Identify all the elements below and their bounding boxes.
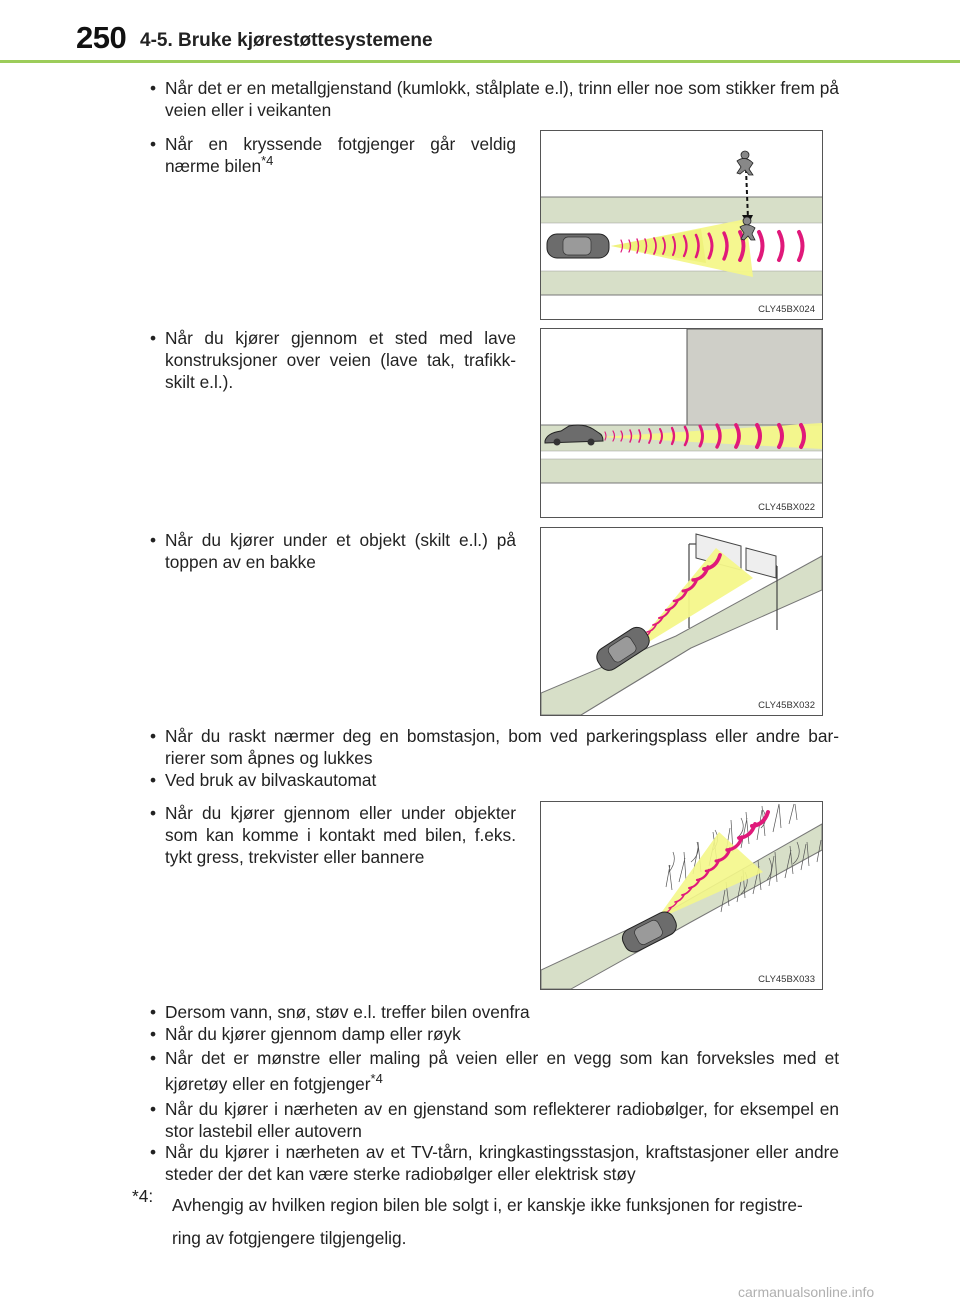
bullet-dot: • — [150, 1099, 157, 1119]
illustration-low-structure — [541, 329, 822, 517]
illustration-tall-grass — [541, 802, 822, 989]
bullet-dot: • — [150, 530, 157, 550]
bullet-text: Når du kjører gjennom damp eller røyk — [165, 1024, 461, 1044]
figure-tall-grass — [540, 801, 823, 990]
header-rule — [0, 60, 960, 63]
bullet-item — [150, 725, 839, 769]
bullet-dot: • — [150, 328, 157, 348]
bullet-dot: • — [150, 134, 157, 154]
bullet-item — [150, 1001, 839, 1023]
car-icon — [619, 909, 680, 956]
bullet-item — [150, 1023, 839, 1045]
bullet-text: Når du kjører gjennom eller under objekter som kan komme i kontakt med bilen, f.eks. tykt gress, trekvister eller bannere — [165, 803, 516, 867]
bullet-dot: • — [150, 1048, 157, 1068]
footnote-marker: *4: — [132, 1186, 154, 1206]
footnote-ref: *4 — [261, 153, 274, 168]
car-icon — [547, 234, 609, 258]
bullet-item — [150, 1045, 839, 1097]
figure-low-structure — [540, 328, 823, 518]
figure-pedestrian — [540, 130, 823, 320]
bullet-dot: • — [150, 78, 157, 98]
page-number: 250 — [76, 20, 127, 55]
bullet-dot: • — [150, 803, 157, 823]
bullet-item — [150, 133, 516, 177]
bullet-item — [150, 769, 839, 791]
bullet-item — [150, 1098, 839, 1142]
footnote-ref: *4 — [370, 1071, 383, 1086]
watermark: carmanualsonline.info — [738, 1284, 875, 1300]
figure-code: CLY45BX032 — [758, 700, 815, 711]
bullet-text: Når du kjører i nærheten av et TV-tårn, kringkastingsstasjon, kraftstasjoner eller andre steder der det kan være sterke radiobølger eller elektrisk støy — [165, 1142, 839, 1184]
bullet-text: Når du kjører under et objekt (skilt e.l.) på toppen av en bakke — [165, 530, 516, 572]
page-header — [0, 0, 960, 62]
bullet-item — [150, 77, 839, 121]
figure-code: CLY45BX022 — [758, 502, 815, 513]
bullet-item — [150, 529, 516, 573]
section-title: 4-5. Bruke kjørestøttesystemene — [140, 30, 433, 51]
bullet-text: Når det er mønstre eller maling på veien eller en vegg som kan forveksles med et kjøretøy eller en fotgjenger — [165, 1048, 839, 1094]
bullet-dot: • — [150, 1024, 157, 1044]
bullet-text: Dersom vann, snø, støv e.l. treffer bilen ovenfra — [165, 1002, 530, 1022]
bullet-text: Når du raskt nærmer deg en bomstasjon, bom ved parkeringsplass eller andre bar-rierer som åpnes og lukkes — [165, 726, 839, 768]
bullet-text: Når du kjører gjennom et sted med lave konstruksjoner over veien (lave tak, trafikk-skilt e.l.). — [165, 328, 516, 392]
figure-code: CLY45BX024 — [758, 304, 815, 315]
figure-code: CLY45BX033 — [758, 974, 815, 985]
illustration-pedestrian — [541, 131, 822, 319]
footnote-text: Avhengig av hvilken region bilen ble solgt i, er kanskje ikke funksjonen for registre-ring av fotgjengere tilgjengelig. — [172, 1195, 803, 1248]
bullet-text: Ved bruk av bilvaskautomat — [165, 770, 377, 790]
bullet-dot: • — [150, 1002, 157, 1022]
pedestrian-top-icon — [737, 151, 753, 175]
bullet-dot: • — [150, 1142, 157, 1162]
bullet-dot: • — [150, 770, 157, 790]
bullet-item — [150, 802, 516, 868]
bullet-text: Når en kryssende fotgjenger går veldig nærme bilen — [165, 134, 516, 176]
bullet-dot: • — [150, 726, 157, 746]
figure-hill-sign — [540, 527, 823, 716]
illustration-hill-sign — [541, 528, 822, 715]
bullet-text: Når det er en metallgjenstand (kumlokk, stålplate e.l), trinn eller noe som stikker frem på veien eller i veikanten — [165, 78, 839, 120]
bullet-item — [150, 1141, 839, 1185]
bullet-text: Når du kjører i nærheten av en gjenstand som reflekterer radiobølger, for eksempel en stor lastebil eller autovern — [165, 1099, 839, 1141]
bullet-item — [150, 327, 516, 393]
